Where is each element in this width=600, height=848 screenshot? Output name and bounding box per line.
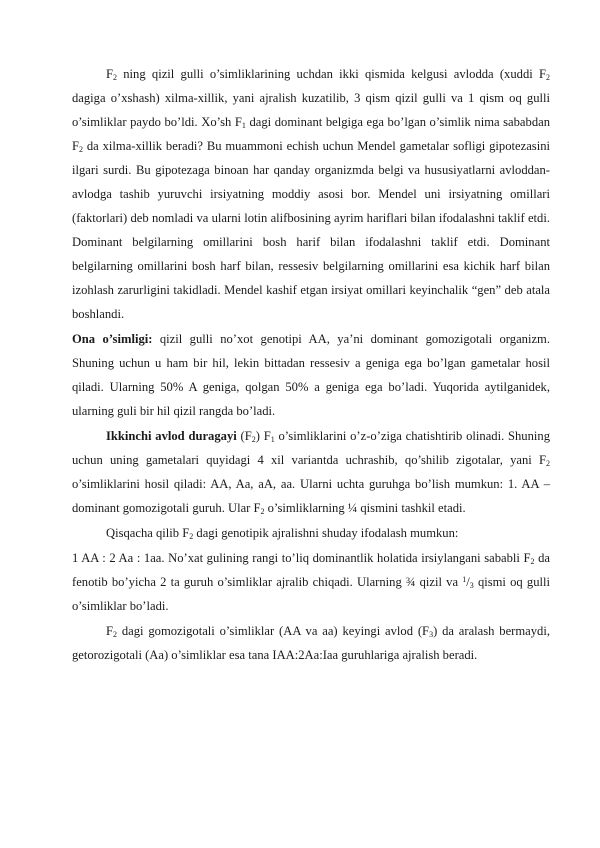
- text-segment: 1: [462, 575, 467, 584]
- text-segment: F: [106, 67, 114, 81]
- text-segment: da fenotib bo’yicha 2 ta guruh o’simliklar ajralib chiqadi. Ularning ¾ qizil va: [72, 551, 550, 589]
- text-segment: 2: [546, 459, 550, 468]
- text-segment: 2: [113, 73, 118, 82]
- text-segment: dagi genotipik ajralishni shuday ifodalash mumkun:: [193, 526, 459, 540]
- text-segment: 2: [189, 532, 194, 541]
- text-segment: 1: [241, 121, 246, 130]
- text-segment: dagiga o’xshash) xilma-xillik, yani ajralish kuzatilib, 3 qism qizil gulli va 1 qism oq gulli o’simliklar paydo bo’ldi. Xo’sh F: [72, 91, 550, 129]
- text-segment: 3: [469, 581, 474, 590]
- text-segment: dagi dominant belgiga ega bo’lgan o’simlik nima sababdan F: [72, 115, 551, 153]
- text-segment: ) F: [255, 429, 271, 443]
- text-segment: 2: [260, 507, 265, 516]
- paragraph-p3: [72, 424, 550, 520]
- text-segment: da xilma-xillik beradi? Bu muammoni echish uchun Mendel gametalar sofligi gipotezasini ilgari surdi. Bu gipotezaga binoan har qanday organizmda belgi va hususiyatlarni avloddan-avlodga tashib yuruvchi irsiyatning moddiy asosi bor. Mendel uni irsiyatning omillari (faktorlari) deb nomladi va ularni lotin alifbosining ayrim hariflari bilan ifodalashni taklif etdi. Dominant belgilarning omillarini bosh harif bilan ifodalashni taklif etdi. Dominant belgilarning omillarini bosh harf bilan, ressesiv belgilarning omillarini esa kichik harf bilan izohlash zarurligini takidladi. Mendel kashif etgan irsiyat omillari keyinchalik “gen” deb atala boshlandi.: [72, 139, 550, 321]
- text-segment: 2: [251, 435, 256, 444]
- document-page: [72, 62, 550, 667]
- text-segment: /: [466, 575, 470, 589]
- text-segment: ning qizil gulli o’simliklarining uchdan ikki qismida kelgusi avlodda (xuddi F: [117, 67, 546, 81]
- text-segment: Qisqacha qilib F: [106, 526, 190, 540]
- text-segment: 2: [113, 630, 118, 639]
- text-segment: qizil gulli no’xot genotipi AA, ya’ni dominant gomozigotali organizm. Shuning uchun u ham bir hil, lekin bittadan ressesiv a geniga ega bo’lgan gametalar hosil qiladi. Ularning 50% A geniga, qolgan 50% a geniga ega bo’ladi. Yuqorida aytilganidek, ularning guli bir hil qizil rangda bo’ladi.: [72, 332, 550, 418]
- text-segment: Ikkinchi avlod duragayi: [106, 429, 237, 443]
- text-segment: o’simliklarning ¼ qismini tashkil etadi.: [264, 501, 466, 515]
- text-segment: ) da aralash bermaydi, getorozigotali (Aa) o’simliklar esa tana IAA:2Aa:Iaa guruhlariga ajralish beradi.: [72, 624, 550, 662]
- text-segment: o’simliklarini hosil qiladi: AA, Aa, aA, aa. Ularni uchta guruhga bo’lish mumkun: 1. AA – dominant gomozigotali guruh. Ular F: [72, 477, 550, 515]
- text-segment: 1 AA : 2 Aa : 1aa. No’xat gulining rangi to’liq dominantlik holatida irsiylangani sababli F: [72, 551, 531, 565]
- paragraph-p4: [72, 521, 550, 545]
- text-segment: Ona o’simligi:: [72, 332, 153, 346]
- paragraph-p2: [72, 327, 550, 423]
- text-segment: 2: [546, 73, 550, 82]
- text-segment: qismi oq gulli o’simliklar bo’ladi.: [72, 575, 551, 613]
- text-segment: o’simliklarini o’z-o’ziga chatishtirib olinadi. Shuning uchun uning gametalari quyidagi 4 xil variantda uchrashib, qo’shilib zigotalar, yani F: [72, 429, 550, 467]
- text-segment: 3: [429, 630, 434, 639]
- text-segment: 2: [530, 557, 535, 566]
- text-segment: (F: [236, 429, 252, 443]
- paragraph-p5: [72, 546, 550, 618]
- text-segment: 2: [79, 145, 84, 154]
- text-segment: dagi gomozigotali o’simliklar (AA va aa) keyingi avlod (F: [117, 624, 430, 638]
- text-segment: F: [106, 624, 114, 638]
- paragraph-p6: [72, 619, 550, 667]
- paragraph-p1: [72, 62, 550, 326]
- text-segment: 1: [270, 435, 275, 444]
